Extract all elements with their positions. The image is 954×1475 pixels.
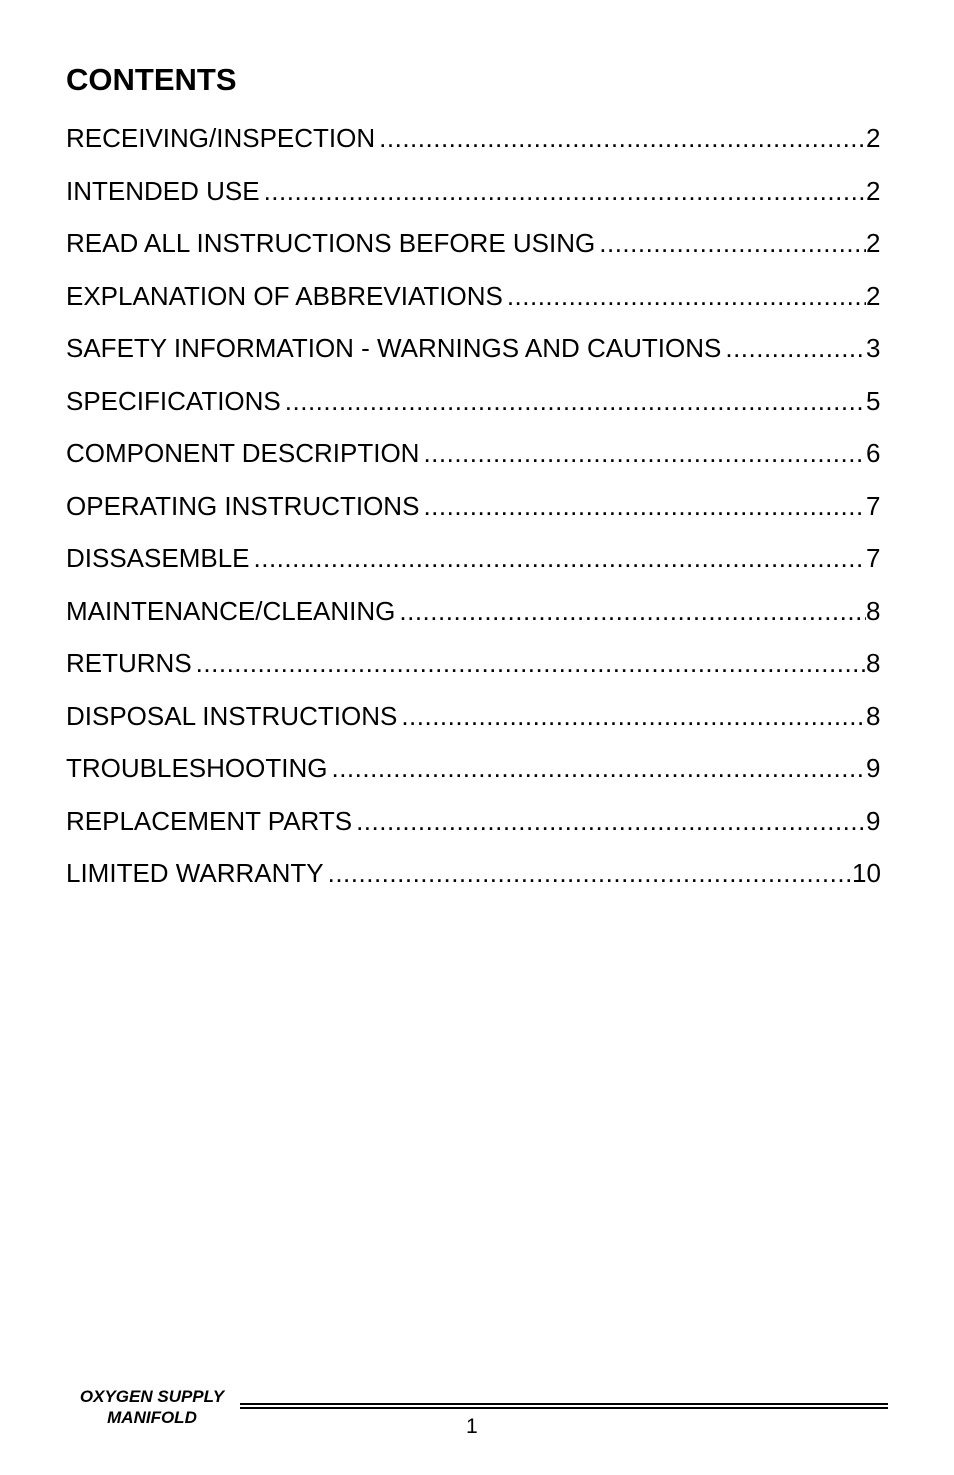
toc-entry-label: MAINTENANCE/CLEANING	[66, 595, 396, 626]
toc-entry-label: READ ALL INSTRUCTIONS BEFORE USING	[66, 228, 596, 258]
toc-entry-label: RECEIVING/INSPECTION	[66, 123, 376, 153]
footer-product-name-line2: MANIFOLD	[107, 1408, 197, 1427]
toc-entry-label: DISPOSAL INSTRUCTIONS	[66, 700, 398, 731]
page-title: CONTENTS	[66, 62, 237, 97]
toc-entry-returns[interactable]	[66, 645, 886, 698]
toc-entry-label: TROUBLESHOOTING	[66, 753, 328, 783]
toc-dot-leader	[196, 645, 866, 681]
toc-entry-page: 3	[866, 333, 881, 363]
footer-product-name	[62, 1386, 242, 1428]
toc-entry-label: SAFETY INFORMATION - WARNINGS AND CAUTIONS	[66, 333, 722, 363]
page-number: 1	[466, 1415, 478, 1438]
toc-entry-label: SPECIFICATIONS	[66, 385, 281, 416]
toc-entry-label: RETURNS	[66, 648, 192, 678]
toc-entry-label: COMPONENT DESCRIPTION	[66, 438, 420, 468]
toc-dot-leader	[254, 540, 866, 576]
toc-entry-page: 9	[866, 805, 881, 836]
toc-entry-page: 8	[866, 700, 881, 731]
toc-entry-label: EXPLANATION OF ABBREVIATIONS	[66, 280, 503, 311]
toc-dot-leader	[599, 225, 866, 261]
toc-entry-page: 2	[866, 123, 881, 153]
toc-entry-limited-warranty[interactable]	[66, 855, 886, 908]
toc-entry-page: 2	[866, 280, 881, 311]
toc-entry-label: REPLACEMENT PARTS	[66, 805, 353, 836]
toc-entry-page: 8	[866, 595, 881, 626]
toc-entry-receiving-inspection[interactable]	[66, 120, 886, 173]
toc-dot-leader	[379, 120, 866, 156]
toc-entry-page: 6	[866, 438, 881, 468]
toc-entry-page: 7	[866, 490, 881, 521]
toc-entry-label: INTENDED USE	[66, 175, 260, 206]
toc-entry-troubleshooting[interactable]	[66, 750, 886, 803]
toc-entry-maintenance-cleaning[interactable]	[66, 593, 886, 646]
toc-entry-replacement-parts[interactable]	[66, 803, 886, 856]
toc-dot-leader	[264, 173, 866, 209]
toc-entry-label: OPERATING INSTRUCTIONS	[66, 490, 420, 521]
toc-entry-page: 10	[852, 858, 881, 888]
toc-dot-leader	[423, 435, 866, 471]
toc-entry-page: 8	[866, 648, 881, 678]
toc-entry-component-description[interactable]	[66, 435, 886, 488]
toc-entry-specifications[interactable]	[66, 383, 886, 436]
toc-entry-dissasemble[interactable]	[66, 540, 886, 593]
toc-entry-label: LIMITED WARRANTY	[66, 858, 324, 888]
toc-entry-page: 7	[866, 543, 881, 573]
toc-entry-operating-instructions[interactable]	[66, 488, 886, 541]
toc-entry-read-all-instructions[interactable]	[66, 225, 886, 278]
toc-dot-leader	[507, 278, 866, 314]
footer-product-name-line1: OXYGEN SUPPLY	[79, 1387, 225, 1406]
toc-entry-disposal-instructions[interactable]	[66, 698, 886, 751]
toc-dot-leader	[356, 803, 866, 839]
toc-entry-page: 9	[866, 753, 881, 783]
toc-dot-leader	[401, 698, 866, 734]
toc-entry-page: 2	[866, 175, 881, 206]
footer-double-rule	[240, 1403, 888, 1409]
toc-entry-page: 5	[866, 385, 881, 416]
toc-entry-safety-information[interactable]	[66, 330, 886, 383]
toc-dot-leader	[328, 855, 852, 891]
table-of-contents	[66, 120, 886, 908]
toc-dot-leader	[725, 330, 866, 366]
toc-entry-label: DISSASEMBLE	[66, 543, 250, 573]
toc-dot-leader	[331, 750, 866, 786]
toc-entry-page: 2	[866, 228, 881, 258]
toc-entry-intended-use[interactable]	[66, 173, 886, 226]
toc-dot-leader	[399, 593, 866, 629]
toc-entry-explanation-of-abbreviations[interactable]	[66, 278, 886, 331]
toc-dot-leader	[285, 383, 866, 419]
toc-dot-leader	[423, 488, 866, 524]
